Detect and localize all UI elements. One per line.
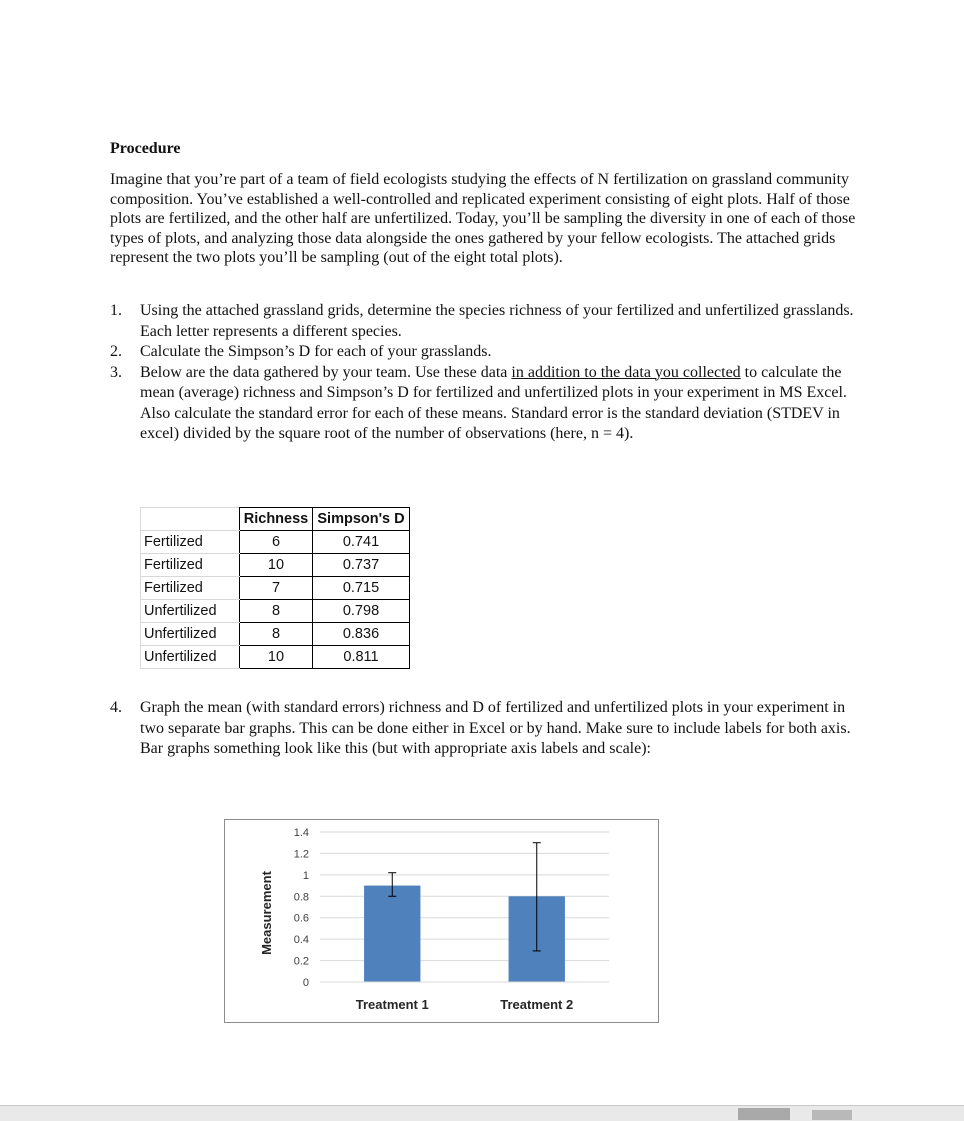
list-item [110,698,870,760]
y-tick-label: 0.8 [293,891,309,904]
table-row [141,623,410,646]
simpson-cell: 0.798 [313,600,410,623]
table-row [141,646,410,669]
bar [364,886,420,982]
chart-canvas [225,820,658,1022]
steps-list [110,301,870,445]
simpson-cell: 0.737 [313,554,410,577]
richness-cell: 6 [240,531,313,554]
step-number: 1. [110,302,122,319]
row-label: Fertilized [141,554,240,577]
step-number: 3. [110,363,122,381]
simpson-cell: 0.715 [313,577,410,600]
richness-cell: 10 [240,554,313,577]
y-tick-label: 1.2 [293,848,309,861]
richness-cell: 10 [240,646,313,669]
y-tick-label: 0.4 [293,934,309,947]
step-text-part: Below are the data gathered by your team. Use these data [140,363,512,381]
step-text-part: to calculate the mean (average) richness and Simpson’s D for fertilized and unfertilized plots in your experiment in MS Excel. Also calculate the standard error for each of these means. Standard error is the standard deviation (STDEV in excel) divided by the square root of the number of observations (here, n = 4). [140,363,847,442]
underlined-text: in addition to the data you collected [511,363,741,381]
y-axis-label: Measurement [259,871,274,955]
data-table [140,507,410,669]
row-label: Unfertilized [141,646,240,669]
step-text: Calculate the Simpson’s D for each of your grasslands. [140,343,492,360]
scrollbar-thumb[interactable] [738,1108,790,1120]
x-tick-label: Treatment 2 [500,997,574,1012]
simpson-cell: 0.741 [313,531,410,554]
column-header-richness: Richness [240,508,313,531]
step-number: 2. [110,343,122,360]
column-header-simpson: Simpson's D [313,508,410,531]
section-heading: Procedure [110,140,181,157]
table-row [141,531,410,554]
row-label: Unfertilized [141,600,240,623]
step-number: 4. [110,699,122,716]
table-corner-cell [141,508,240,531]
y-tick-label: 0.6 [293,912,309,925]
list-item [110,301,870,342]
simpson-cell: 0.836 [313,623,410,646]
row-label: Fertilized [141,531,240,554]
table-row [141,577,410,600]
list-item [110,363,870,445]
row-label: Fertilized [141,577,240,600]
y-tick-label: 0.2 [293,955,309,968]
richness-cell: 7 [240,577,313,600]
scrollbar-button[interactable] [812,1110,852,1120]
y-tick-label: 1.4 [293,827,309,839]
table-row [141,600,410,623]
richness-cell: 8 [240,600,313,623]
example-bar-chart [224,819,659,1023]
row-label: Unfertilized [141,623,240,646]
table-header-row [141,508,410,531]
intro-paragraph: Imagine that you’re part of a team of field ecologists studying the effects of N fertilization on grassland community composition. You’ve established a well-controlled and replicated experiment consisting of eight plots. Half of those plots are fertilized, and the other half are unfertilized. Today, you’ll be sampling the diversity in one of each of those types of plots, and analyzing those data alongside the ones gathered by your fellow ecologists. The attached grids represent the two plots you’ll be sampling (out of the eight total plots). [110,171,856,267]
step-text [140,363,870,445]
table-row [141,554,410,577]
x-tick-label: Treatment 1 [355,997,429,1012]
list-item [110,342,870,363]
richness-cell: 8 [240,623,313,646]
step-text: Graph the mean (with standard errors) richness and D of fertilized and unfertilized plots in your experiment in two separate bar graphs. This can be done either in Excel or by hand. Make sure to include labels for both axis. Bar graphs something look like this (but with appropriate axis labels and scale): [140,699,851,757]
step-4-row [110,698,870,760]
y-tick-label: 0 [302,977,309,989]
simpson-cell: 0.811 [313,646,410,669]
y-tick-label: 1 [302,869,309,882]
step-text: Using the attached grassland grids, determine the species richness of your fertilized and unfertilized grasslands. Each letter represents a different species. [140,302,854,340]
